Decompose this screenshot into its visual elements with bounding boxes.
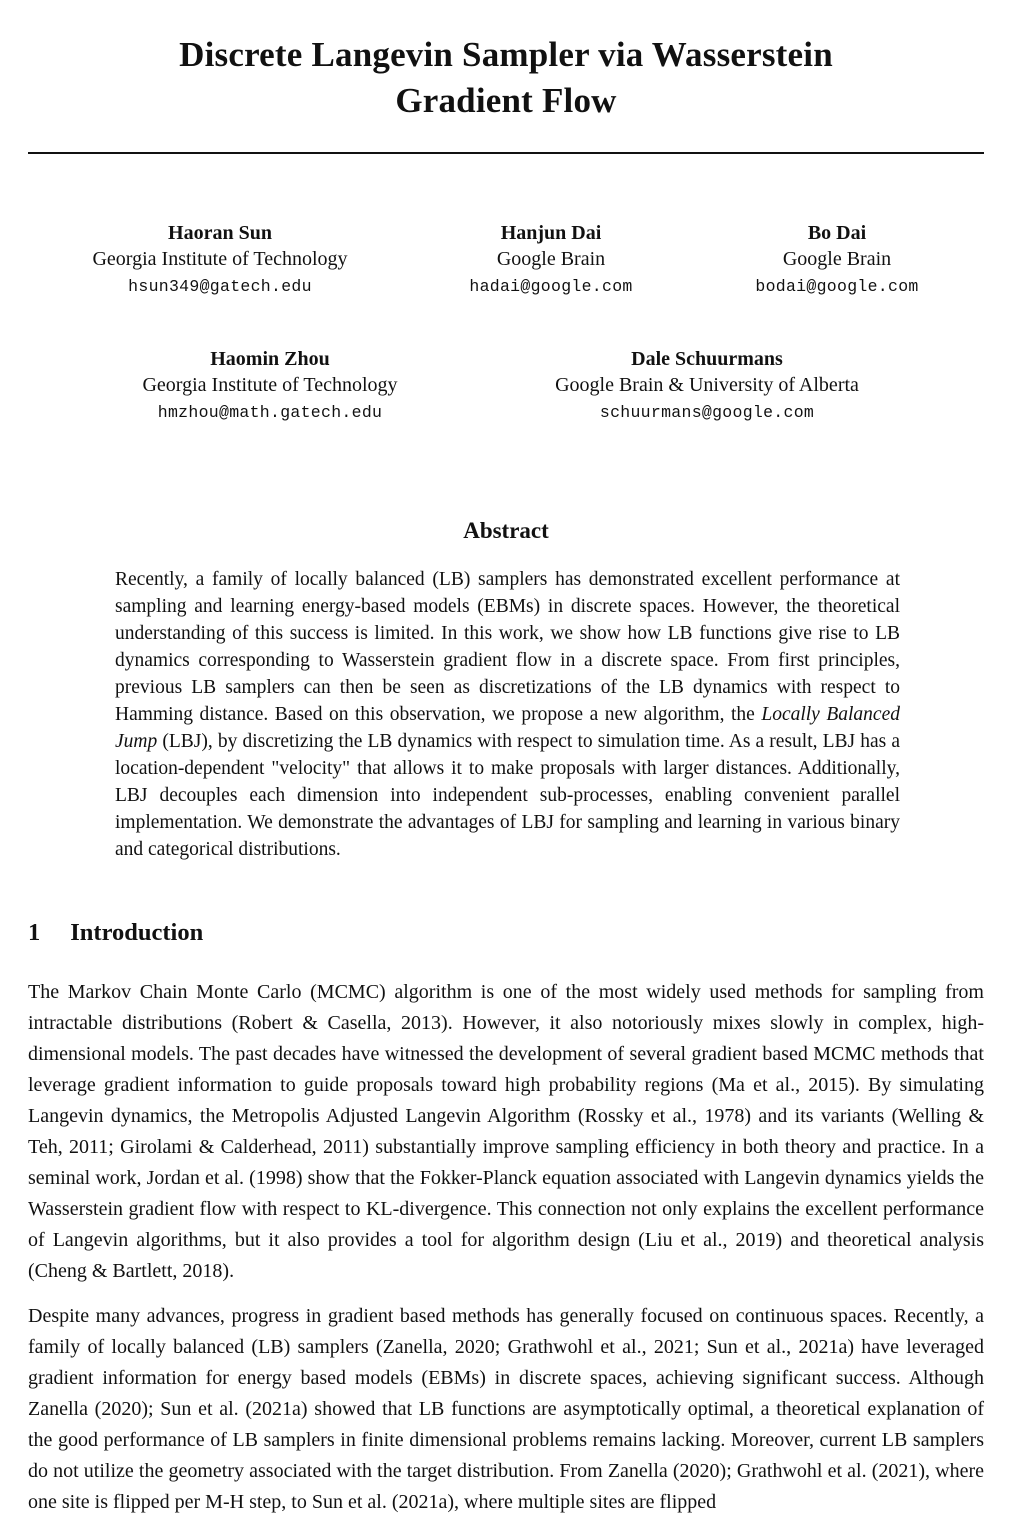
author-name: Bo Dai bbox=[807, 222, 867, 244]
author-block-haomin-zhou bbox=[90, 346, 450, 426]
author-email: bodai@google.com bbox=[755, 277, 919, 296]
author-affiliation: Google Brain bbox=[496, 248, 606, 270]
authors-row-1 bbox=[0, 220, 1012, 300]
author-block-bo-dai bbox=[702, 220, 972, 300]
author-affiliation: Georgia Institute of Technology bbox=[142, 374, 398, 396]
author-block-haoran-sun bbox=[40, 220, 400, 300]
author-block-dale-schuurmans bbox=[492, 346, 922, 426]
author-name: Haoran Sun bbox=[168, 222, 272, 244]
abstract-italic-term: Locally Balanced Jump bbox=[115, 704, 900, 752]
intro-paragraph-1: The Markov Chain Monte Carlo (MCMC) algorithm is one of the most widely used methods for sampling from intractable distributions (Robert & Casella, 2013). However, it also notoriously mixes slowly in complex, high-dimensional models. The past decades have witnessed the development of several gradient based MCMC methods that leverage gradient information to guide proposals toward high probability regions (Ma et al., 2015). By simulating Langevin dynamics, the Metropolis Adjusted Langevin Algorithm (Rossky et al., 1978) and its variants (Welling & Teh, 2011; Girolami & Calderhead, 2011) substantially improve sampling efficiency in both theory and practice. In a seminal work, Jordan et al. (1998) show that the Fokker-Planck equation associated with Langevin dynamics yields the Wasserstein gradient flow with respect to KL-divergence. This connection not only explains the excellent performance of Langevin algorithms, but it also provides a tool for algorithm design (Liu et al., 2019) and theoretical analysis (Cheng & Bartlett, 2018). bbox=[28, 981, 984, 1282]
author-name: Dale Schuurmans bbox=[631, 348, 783, 370]
author-name: Haomin Zhou bbox=[210, 348, 330, 370]
author-affiliation: Georgia Institute of Technology bbox=[92, 248, 348, 270]
section-number: 1 bbox=[28, 919, 41, 946]
paper-title-line-2: Gradient Flow bbox=[395, 81, 617, 120]
paper-title-line-1: Discrete Langevin Sampler via Wasserstein bbox=[179, 35, 833, 74]
authors-row-2 bbox=[0, 346, 1012, 426]
author-block-hanjun-dai bbox=[411, 220, 691, 300]
author-email: hadai@google.com bbox=[469, 277, 633, 296]
abstract-part-2: (LBJ), by discretizing the LB dynamics with respect to simulation time. As a result, LBJ has a location-dependent "velocity" that allows it to make proposals with larger distances. Additionally, LBJ decouples each dimension into independent sub-processes, enabling convenient parallel implementation. We demonstrate the advantages of LBJ for sampling and learning in various binary and categorical distributions. bbox=[115, 731, 900, 860]
section-heading-introduction bbox=[28, 919, 984, 947]
paper-title bbox=[0, 32, 1012, 124]
author-affiliation: Google Brain & University of Alberta bbox=[555, 374, 859, 396]
section-title: Introduction bbox=[70, 919, 204, 946]
abstract-heading: Abstract bbox=[463, 518, 549, 543]
author-name: Hanjun Dai bbox=[500, 222, 602, 244]
intro-paragraph-2: Despite many advances, progress in gradient based methods has generally focused on continuous spaces. Recently, a family of locally balanced (LB) samplers (Zanella, 2020; Grathwohl et al., 2021; Sun et al., 2021a) have leveraged gradient information for energy based models (EBMs) in discrete spaces, achieving significant success. Although Zanella (2020); Sun et al. (2021a) showed that LB functions are asymptotically optimal, a theoretical explanation of the good performance of LB samplers in finite dimensional problems remains lacking. Moreover, current LB samplers do not utilize the geometry associated with the target distribution. From Zanella (2020); Grathwohl et al. (2021), where one site is flipped per M-H step, to Sun et al. (2021a), where multiple sites are flipped bbox=[28, 1305, 984, 1513]
author-email: schuurmans@google.com bbox=[599, 403, 815, 422]
abstract-part-1: Recently, a family of locally balanced (LB) samplers has demonstrated excellent performance at sampling and learning energy-based models (EBMs) in discrete spaces. However, the theoretical understanding of this success is limited. In this work, we show how LB functions give rise to LB dynamics corresponding to Wasserstein gradient flow in a discrete space. From first principles, previous LB samplers can then be seen as discretizations of the LB dynamics with respect to Hamming distance. Based on this observation, we propose a new algorithm, the bbox=[115, 569, 900, 725]
author-email: hmzhou@math.gatech.edu bbox=[157, 403, 383, 422]
author-affiliation: Google Brain bbox=[782, 248, 892, 270]
abstract-text bbox=[115, 566, 900, 863]
author-email: hsun349@gatech.edu bbox=[128, 277, 312, 296]
title-rule bbox=[28, 152, 984, 154]
